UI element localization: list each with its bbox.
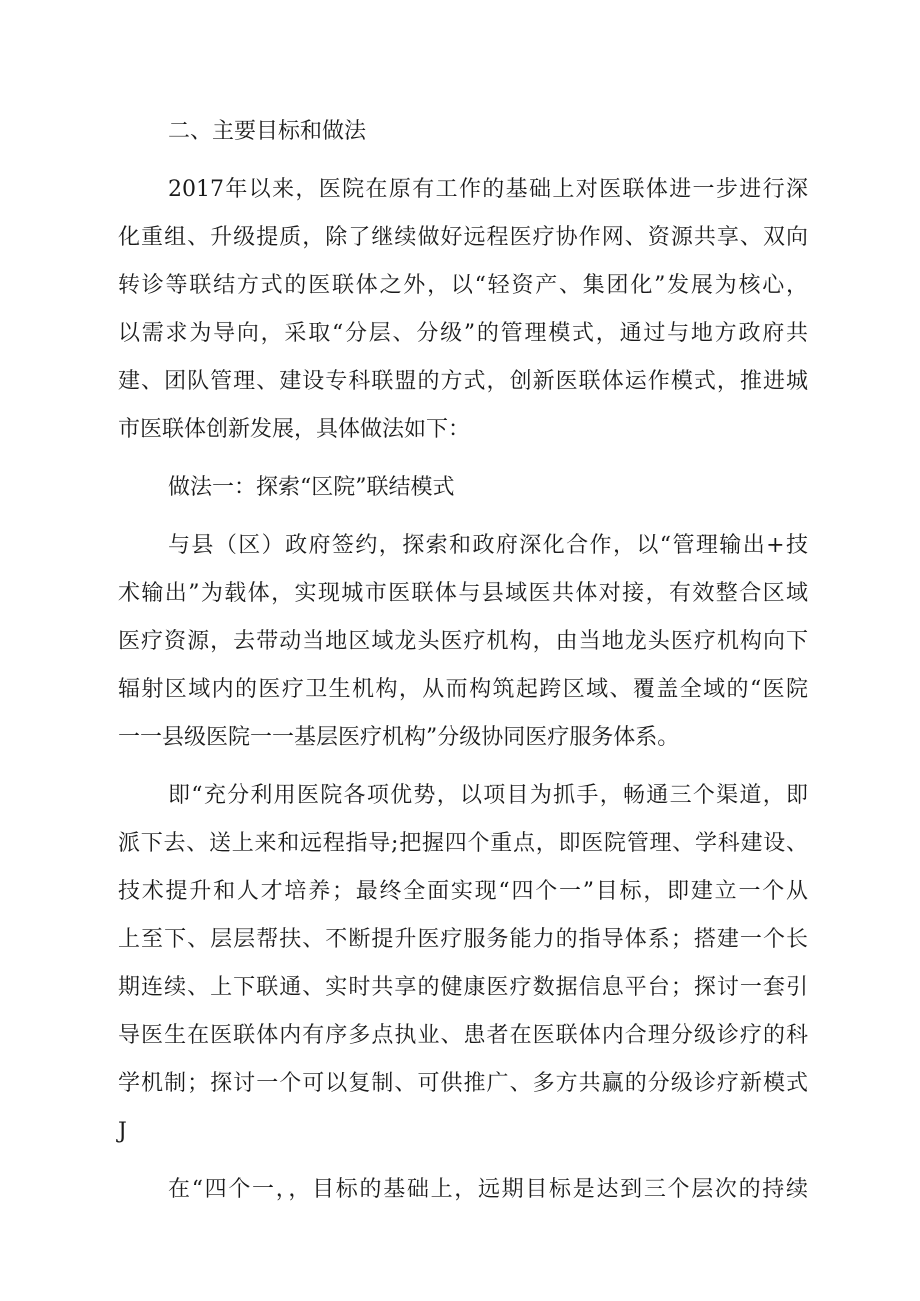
paragraph-line: 化重组、升级提质，除了继续做好远程医疗协作网、资源共享、双向 — [118, 225, 808, 250]
paragraph-line: 一一县级医院一一基层医疗机构”分级协同医疗服务体系。 — [118, 725, 680, 750]
paragraph-line: 医疗资源，去带动当地区域龙头医疗机构，由当地龙头医疗机构向下 — [118, 629, 808, 654]
paragraph-line: 派下去、送上来和远程指导;把握四个重点，即医院管理、学科建设、 — [118, 831, 808, 856]
paragraph-line: 术输出”为载体，实现城市医联体与县域医共体对接，有效整合区域 — [118, 581, 808, 606]
paragraph-line: 辐射区域内的医疗卫生机构，从而构筑起跨区域、覆盖全域的“医院 — [118, 677, 808, 702]
paragraph-line: 期连续、上下联通、实时共享的健康医疗数据信息平台；探讨一套引 — [118, 975, 808, 1000]
paragraph-3 — [118, 772, 808, 1156]
paragraph-line: 转诊等联结方式的医联体之外，以“轻资产、集团化”发展为核心， — [118, 273, 808, 298]
paragraph-2 — [118, 522, 808, 762]
paragraph-line: 导医生在医联体内有序多点执业、患者在医联体内合理分级诊疗的科 — [118, 1023, 808, 1048]
paragraph-line: 2017年以来，医院在原有工作的基础上对医联体进一步进行深 — [168, 177, 808, 202]
paragraph-line: 在“四个一，，目标的基础上，远期目标是达到三个层次的持续 — [168, 1177, 808, 1202]
paragraph-line: 以需求为导向，采取“分层、分级”的管理模式，通过与地方政府共 — [118, 321, 808, 346]
paragraph-line: 学机制；探讨一个可以复制、可供推广、多方共赢的分级诊疗新模式 — [118, 1071, 808, 1096]
paragraph-line: 市医联体创新发展，具体做法如下： — [118, 417, 471, 442]
paragraph-line: 与县（区）政府签约，探索和政府深化合作，以“管理输出+技 — [168, 533, 808, 558]
paragraph-line: 即“充分利用医院各项优势，以项目为抓手，畅通三个渠道，即 — [168, 783, 808, 808]
paragraph-1 — [118, 166, 808, 454]
document-body — [118, 108, 808, 1214]
section-heading: 二、主要目标和做法 — [168, 119, 367, 144]
paragraph-line: 技术提升和人才培养；最终全面实现“四个一”目标，即建立一个从 — [118, 879, 808, 904]
paragraph-line: 建、团队管理、建设专科联盟的方式，创新医联体运作模式，推进城 — [118, 369, 808, 394]
paragraph-line: J — [118, 1119, 127, 1144]
paragraph-line: 上至下、层层帮扶、不断提升医疗服务能力的指导体系；搭建一个长 — [118, 927, 808, 952]
subheading-method-one: 做法一：探索“区院”联结模式 — [168, 475, 455, 500]
paragraph-4 — [118, 1166, 808, 1214]
